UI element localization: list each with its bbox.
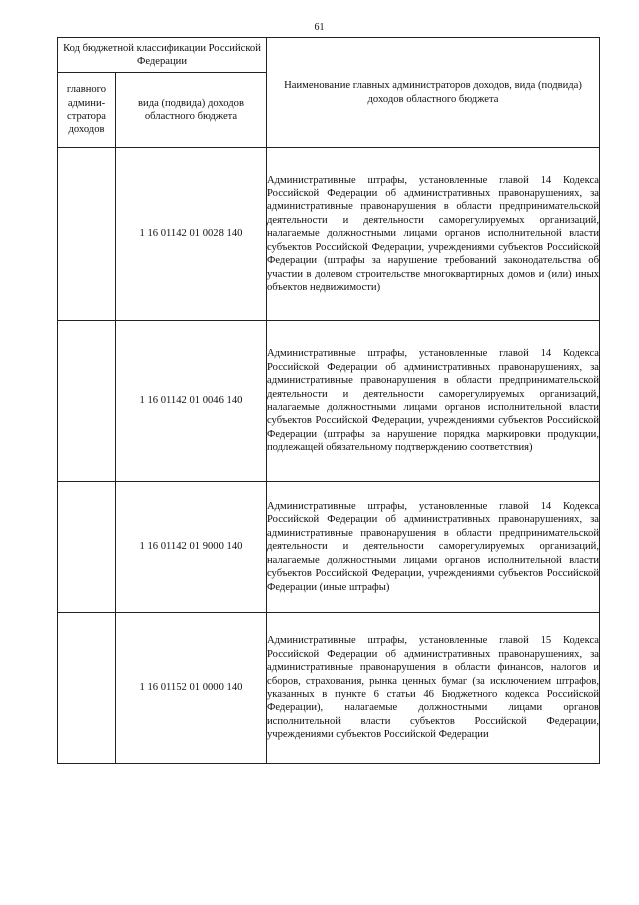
admin-code-cell — [58, 148, 116, 321]
kind-column-header: вида (подвида) доходов областного бюджета — [116, 73, 267, 148]
revenue-name-cell: Административные штрафы, установленные главой 14 Кодекса Российской Федерации об административных правонарушениях, за административные правонарушения в области предпринимательской деятельности и деятельности саморегулируемых организаций, налагаемые должностными лицами органов исполнительной власти субъектов Российской Федерации, учреждениями субъектов Российской Федерации (штрафы за нарушение порядка маркировки продукции, подлежащей обязательному подтверждению соответствия) — [267, 321, 600, 482]
admin-code-cell — [58, 613, 116, 764]
revenue-name-cell: Административные штрафы, установленные главой 14 Кодекса Российской Федерации об административных правонарушениях, за административные правонарушения в области предпринимательской деятельности и деятельности саморегулируемых организаций, налагаемые должностными лицами органов исполнительной власти субъектов Российской Федерации, учреждениями субъектов Российской Федерации (иные штрафы) — [267, 482, 600, 613]
table-row — [58, 321, 600, 482]
table-row — [58, 148, 600, 321]
table-row — [58, 613, 600, 764]
table-header-row — [58, 38, 600, 73]
admin-column-header: главного админи-стратора доходов — [58, 73, 116, 148]
revenue-code-cell: 1 16 01142 01 9000 140 — [116, 482, 267, 613]
page-number: 61 — [314, 22, 325, 33]
budget-classification-table — [57, 37, 600, 764]
admin-code-cell — [58, 482, 116, 613]
revenue-code-cell: 1 16 01142 01 0028 140 — [116, 148, 267, 321]
admin-code-cell — [58, 321, 116, 482]
classification-group-header: Код бюджетной классификации Российской Федерации — [58, 38, 267, 73]
revenue-name-cell: Административные штрафы, установленные главой 15 Кодекса Российской Федерации об административных правонарушениях, за административные правонарушения в области финансов, налогов и сборов, страхования, рынка ценных бумаг (за исключением штрафов, указанных в пункте 6 статьи 46 Бюджетного кодекса Российской Федерации), налагаемые должностными лицами органов исполнительной власти субъектов Российской Федерации, учреждениями субъектов Российской Федерации — [267, 613, 600, 764]
name-column-header: Наименование главных администраторов доходов, вида (подвида) доходов областного бюджета — [267, 38, 600, 148]
revenue-code-cell: 1 16 01142 01 0046 140 — [116, 321, 267, 482]
revenue-name-cell: Административные штрафы, установленные главой 14 Кодекса Российской Федерации об административных правонарушениях, за административные правонарушения в области предпринимательской деятельности и деятельности саморегулируемых организаций, налагаемые должностными лицами органов исполнительной власти субъектов Российской Федерации, учреждениями субъектов Российской Федерации (штрафы за нарушение требований законодательства об участии в долевом строительстве многоквартирных домов и (или) иных объектов недвижимости) — [267, 148, 600, 321]
revenue-code-cell: 1 16 01152 01 0000 140 — [116, 613, 267, 764]
table-row — [58, 482, 600, 613]
